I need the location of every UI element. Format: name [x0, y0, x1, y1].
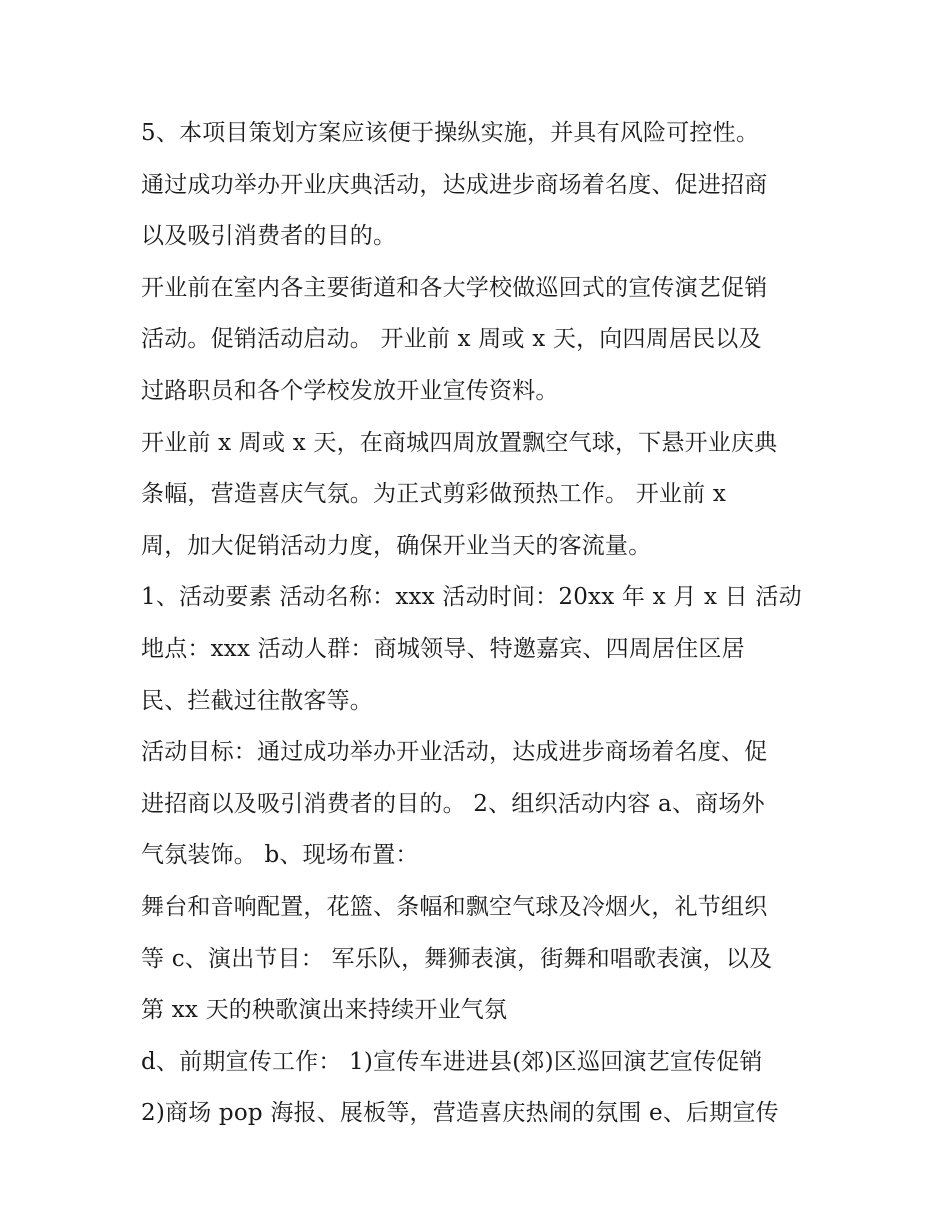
text-line: 开业前 x 周或 x 天，在商城四周放置飘空气球，下悬开业庆典	[141, 429, 778, 456]
text-line: 活动目标：通过成功举办开业活动，达成进步商场着名度、促	[141, 739, 768, 766]
text-line: 民、拦截过往散客等。	[141, 687, 373, 714]
text-line: 过路职员和各个学校发放开业宣传资料。	[141, 377, 559, 404]
text-line: 开业前在室内各主要街道和各大学校做巡回式的宣传演艺促销	[141, 274, 768, 301]
text-line: 地点：xxx 活动人群：商城领导、特邀嘉宾、四周居住区居	[141, 635, 745, 662]
text-line: 条幅，营造喜庆气氛。为正式剪彩做预热工作。 开业前 x	[141, 481, 726, 508]
text-line: 通过成功举办开业庆典活动，达成进步商场着名度、促进招商	[141, 171, 768, 198]
text-line: 活动。促销活动启动。 开业前 x 周或 x 天，向四周居民以及	[141, 326, 762, 353]
text-line: 周，加大促销活动力度，确保开业当天的客流量。	[141, 532, 652, 559]
text-line: 以及吸引消费者的目的。	[141, 223, 397, 250]
text-line: 2)商场 pop 海报、展板等，营造喜庆热闹的氛围 e、后期宣传	[141, 1100, 779, 1127]
text-line: d、前期宣传工作： 1)宣传车进进县(郊)区巡回演艺宣传促销	[141, 1048, 763, 1075]
text-line: 等 c、演出节目： 军乐队，舞狮表演，街舞和唱歌表演，以及	[141, 945, 773, 972]
text-line: 5、本项目策划方案应该便于操纵实施，并具有风险可控性。	[141, 120, 760, 146]
text-line: 舞台和音响配置，花篮、条幅和飘空气球及冷烟火，礼节组织	[141, 893, 768, 920]
text-line: 进招商以及吸引消费者的目的。 2、组织活动内容 a、商场外	[141, 790, 765, 817]
text-line: 气氛装饰。 b、现场布置：	[141, 842, 419, 869]
body-text	[141, 108, 821, 1140]
text-line: 第 xx 天的秧歌演出来持续开业气氛	[141, 997, 508, 1024]
text-line: 1、活动要素 活动名称：xxx 活动时间：20xx 年 x 月 x 日 活动	[141, 584, 802, 611]
